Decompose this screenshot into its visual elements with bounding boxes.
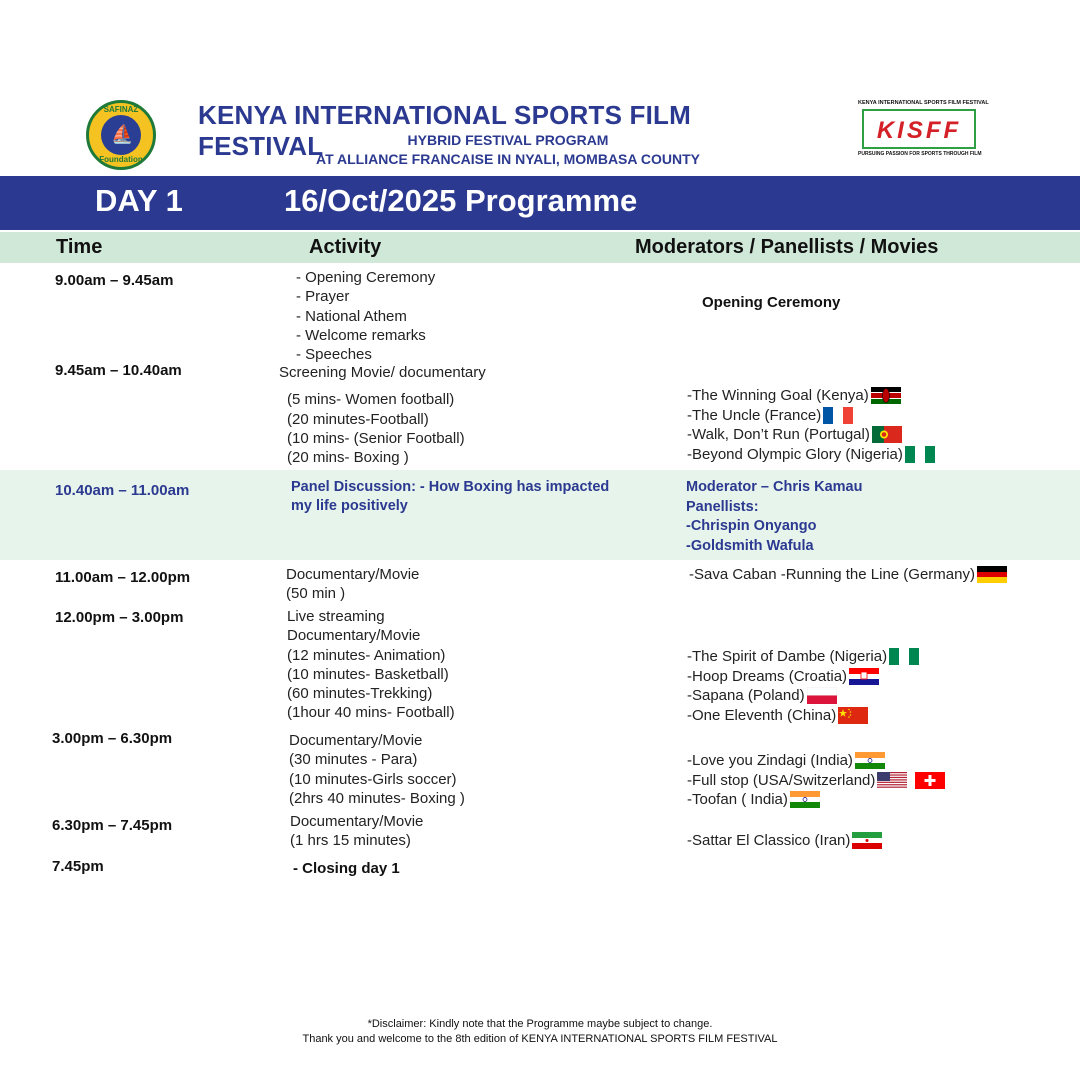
activity-line: - Speeches — [296, 346, 372, 364]
moderators-block — [702, 293, 840, 313]
logo-bottom-text: Foundation — [99, 155, 143, 164]
activity-line: Documentary/Movie — [290, 813, 424, 830]
movie-entry — [702, 293, 840, 313]
movie-entry — [687, 667, 919, 687]
time-slot: 9.00am – 9.45am — [55, 272, 174, 289]
movie-title: -Hoop Dreams (Croatia) — [687, 667, 848, 685]
movie-entry — [687, 771, 945, 791]
activity-line: Live streaming — [287, 608, 385, 625]
movie-title: -One Eleventh (China) — [687, 706, 837, 724]
moderators-block — [687, 647, 919, 725]
activity-block — [293, 859, 400, 878]
activity-line: (12 minutes- Animation) — [287, 646, 446, 664]
activity-line: (30 minutes - Para) — [289, 751, 418, 769]
switzerland-flag-icon — [915, 772, 945, 789]
movie-entry — [687, 445, 935, 465]
activity-line: - Prayer — [296, 288, 350, 306]
kenya-flag-icon — [871, 387, 901, 404]
safinaz-foundation-logo — [86, 100, 156, 170]
france-flag-icon — [823, 407, 853, 424]
movie-entry — [687, 706, 919, 726]
moderators-block — [689, 565, 1007, 585]
india-flag-icon — [790, 791, 820, 808]
column-activity: Activity — [309, 236, 382, 258]
panel-line: Moderator – Chris Kamau — [686, 479, 863, 495]
activity-block — [287, 607, 455, 723]
activity-line: Screening Movie/ documentary — [279, 364, 486, 381]
movie-title: Opening Ceremony — [702, 294, 841, 311]
activity-line: (20 minutes-Football) — [287, 410, 429, 428]
column-moderators: Moderators / Panellists / Movies — [635, 236, 939, 258]
time-slot: 12.00pm – 3.00pm — [55, 609, 184, 626]
activity-line: - Opening Ceremony — [296, 269, 436, 286]
movie-entry — [687, 686, 919, 706]
movie-title: -The Uncle (France) — [687, 406, 822, 424]
activity-block — [289, 731, 465, 808]
china-flag-icon — [838, 707, 868, 724]
panel-line: -Chrispin Onyango — [686, 518, 817, 535]
moderators-block — [686, 478, 862, 556]
kisff-logo-box — [862, 109, 976, 149]
activity-line — [279, 382, 486, 390]
activity-line: (2hrs 40 minutes- Boxing ) — [289, 789, 465, 807]
movie-title: -Beyond Olympic Glory (Nigeria) — [687, 445, 903, 463]
movie-title: -Walk, Don’t Run (Portugal) — [687, 426, 870, 444]
activity-block — [279, 363, 486, 467]
panel-line: -Goldsmith Wafula — [686, 537, 814, 554]
poland-flag-icon — [807, 687, 837, 704]
movie-title: -The Winning Goal (Kenya) — [687, 387, 869, 404]
movie-title: -Sattar El Classico (Iran) — [687, 832, 851, 849]
activity-line: (10 minutes-Girls soccer) — [289, 770, 457, 788]
nigeria-flag-icon — [905, 446, 935, 463]
activity-line: - Welcome remarks — [296, 326, 426, 344]
movie-entry — [687, 406, 935, 426]
germany-flag-icon — [977, 566, 1007, 583]
festival-subtitle: HYBRID FESTIVAL PROGRAM — [407, 132, 609, 148]
activity-line: - National Athem — [296, 307, 407, 325]
movie-entry — [687, 647, 919, 667]
panel-line: Panellists: — [686, 498, 759, 515]
time-slot: 7.45pm — [52, 858, 104, 875]
movie-entry — [687, 386, 935, 406]
activity-line: - Closing day 1 — [293, 860, 400, 877]
welcome-note: Thank you and welcome to the 8th edition of KENYA INTERNATIONAL SPORTS FILM FESTIVAL — [302, 1033, 778, 1045]
activity-block — [286, 565, 419, 604]
activity-line: Panel Discussion: - How Boxing has impacted — [291, 479, 610, 495]
movie-entry — [687, 831, 882, 851]
activity-line: (1 hrs 15 minutes) — [290, 832, 411, 850]
iran-flag-icon — [852, 832, 882, 849]
column-time: Time — [56, 236, 103, 258]
nigeria-flag-icon — [889, 648, 919, 665]
movie-title: -Love you Zindagi (India) — [687, 752, 853, 769]
india-flag-icon — [855, 752, 885, 769]
programme-date: 16/Oct/2025 Programme — [284, 183, 638, 218]
activity-line: (10 mins- (Senior Football) — [287, 429, 465, 447]
movie-entry — [689, 565, 1007, 585]
day-label: DAY 1 — [95, 183, 183, 218]
activity-line: my life positively — [291, 498, 408, 515]
activity-line: (60 minutes-Trekking) — [287, 685, 433, 703]
time-slot: 3.00pm – 6.30pm — [52, 730, 173, 747]
activity-line: Documentary/Movie — [287, 627, 421, 645]
time-slot: 9.45am – 10.40am — [55, 362, 182, 379]
movie-title: -Toofan ( India) — [687, 791, 788, 809]
time-slot: 11.00am – 12.00pm — [55, 569, 191, 586]
movie-entry — [687, 751, 945, 771]
activity-block — [296, 268, 435, 364]
movie-title: -Sapana (Poland) — [687, 687, 805, 705]
logo-top-text: SAFINAZ — [103, 105, 139, 114]
activity-line: Documentary/Movie — [286, 566, 420, 583]
activity-line: (50 min ) — [286, 585, 346, 603]
croatia-flag-icon — [849, 668, 879, 685]
movie-entry — [687, 790, 945, 810]
activity-line: (20 mins- Boxing ) — [287, 449, 409, 467]
activity-block — [291, 478, 609, 517]
usa-flag-icon — [877, 772, 907, 789]
moderators-block — [687, 831, 882, 851]
kisff-logo-tagline: PURSUING PASSION FOR SPORTS THROUGH FILM — [858, 151, 982, 157]
moderators-block — [687, 386, 935, 464]
movie-title: -Full stop (USA/Switzerland) — [687, 771, 876, 789]
kisff-logo-name: KISFF — [876, 117, 962, 144]
activity-line: (10 minutes- Basketball) — [287, 665, 449, 683]
activity-line: Documentary/Movie — [289, 732, 423, 749]
festival-venue: AT ALLIANCE FRANCAISE IN NYALI, MOMBASA COUNTY — [316, 151, 700, 167]
kisff-logo — [858, 100, 989, 160]
festival-title: KENYA INTERNATIONAL SPORTS FILM FESTIVAL — [198, 100, 692, 161]
activity-line: (1hour 40 mins- Football) — [287, 704, 455, 722]
portugal-flag-icon — [872, 426, 902, 443]
time-slot: 6.30pm – 7.45pm — [52, 817, 173, 834]
time-slot: 10.40am – 11.00am — [55, 482, 190, 499]
activity-block — [290, 812, 423, 851]
kisff-logo-top-text: KENYA INTERNATIONAL SPORTS FILM FESTIVAL — [858, 100, 989, 106]
moderators-block — [687, 751, 945, 810]
movie-title: -The Spirit of Dambe (Nigeria) — [687, 648, 888, 665]
sailboat-icon: ⛵ — [111, 124, 134, 144]
activity-line: (5 mins- Women football) — [287, 391, 455, 409]
movie-entry — [687, 425, 935, 445]
movie-title: -Sava Caban -Running the Line (Germany) — [689, 566, 975, 583]
disclaimer: *Disclaimer: Kindly note that the Programme maybe subject to change. — [367, 1018, 713, 1030]
